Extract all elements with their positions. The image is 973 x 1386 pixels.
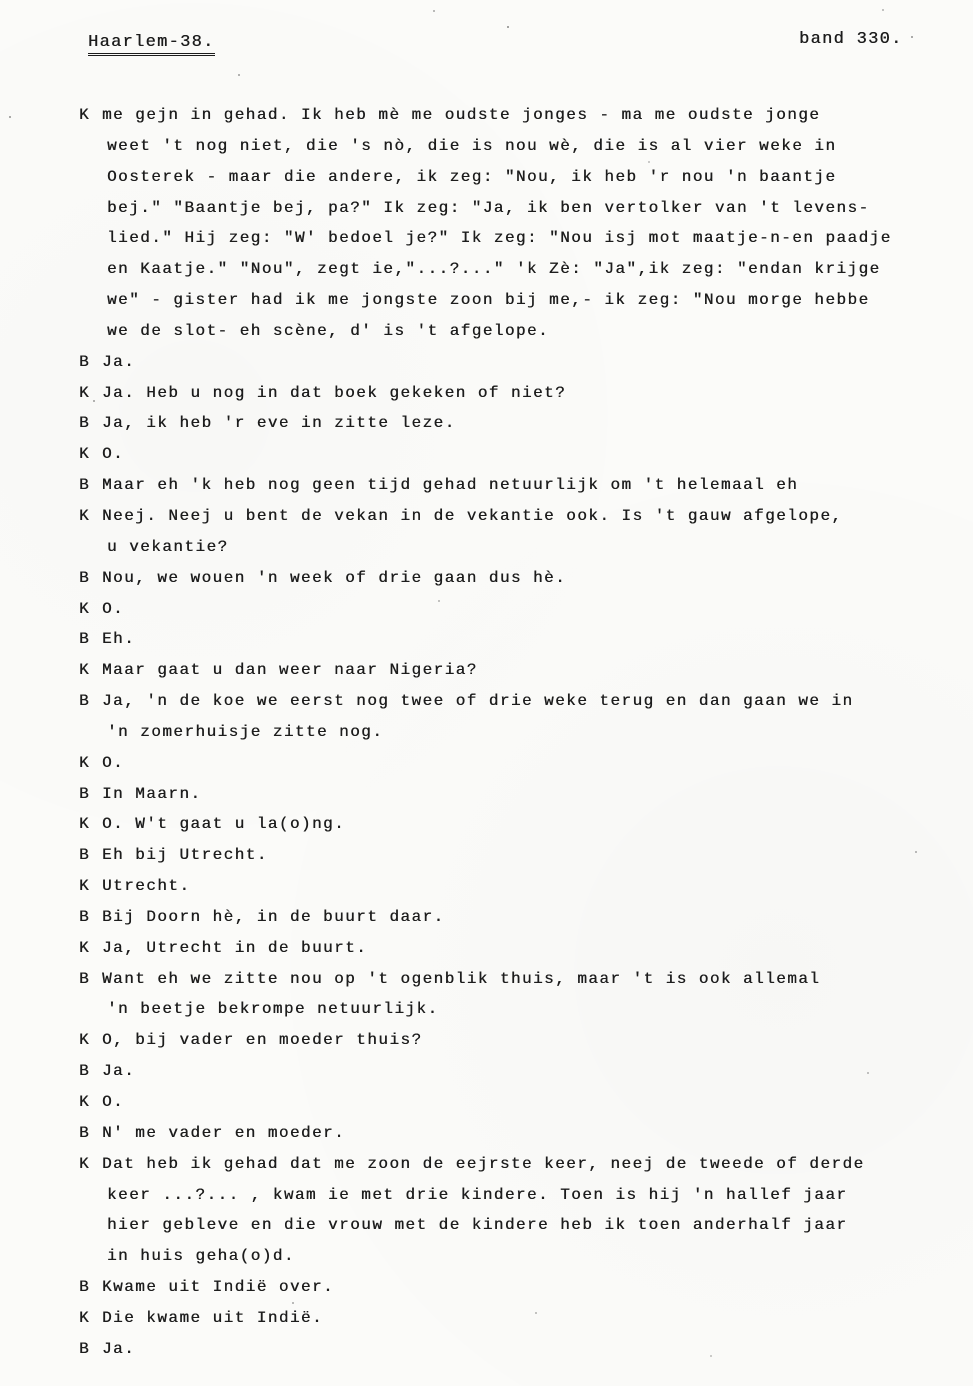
dialogue-line-text: Neej. Neej u bent de vekan in de vekantie ook. Is 't gauw afgelope,: [102, 506, 843, 525]
dialogue-line-text: N' me vader en moeder.: [102, 1123, 346, 1142]
speaker-label: B: [79, 692, 91, 711]
dialogue-line-text: u vekantie?: [107, 537, 229, 556]
dialogue-line-text: O.: [102, 753, 125, 772]
document-title: Haarlem-38.: [88, 33, 215, 56]
dialogue-row: [79, 476, 939, 507]
speaker-label: K: [79, 106, 91, 124]
dialogue-row: [79, 1247, 939, 1278]
dialogue-line-text: Kwame uit Indië over.: [102, 1278, 335, 1297]
speaker-label: B: [79, 784, 91, 803]
dialogue-row: [79, 600, 939, 631]
dialogue-row: [79, 384, 939, 415]
speaker-label: K: [79, 1093, 91, 1111]
dialogue-line-text: we" - gister had ik me jongste zoon bij me,- ik zeg: "Nou morge hebbe: [107, 291, 870, 310]
dialogue-line-text: Ja, ik heb 'r eve in zitte leze.: [102, 414, 456, 433]
dialogue-line-text: Want eh we zitte nou op 't ogenblik thuis, maar 't is ook allemal: [102, 969, 821, 988]
speaker-label: B: [79, 568, 91, 587]
dialogue-row: [79, 846, 939, 877]
dialogue-row: [79, 1155, 939, 1186]
dialogue-line-text: Oosterek - maar die andere, ik zeg: "Nou, ik heb 'r nou 'n baantje: [107, 167, 837, 186]
dialogue-row: [79, 815, 939, 846]
dialogue-row: [79, 1093, 939, 1124]
speaker-label: B: [79, 414, 91, 433]
dialogue-line-text: 'n zomerhuisje zitte nog.: [107, 722, 384, 741]
dialogue-line-text: bej." "Baantje bej, pa?" Ik zeg: "Ja, ik ben vertolker van 't levens-: [107, 198, 870, 217]
dialogue-row: [79, 168, 939, 199]
dialogue-line-text: weet 't nog niet, die 's nò, die is nou wè, die is al vier weke in: [107, 136, 837, 155]
dialogue-line-text: en Kaatje." "Nou", zegt ie,"...?..." 'k Zè: "Ja",ik zeg: "endan krijge: [107, 260, 881, 279]
dialogue-line-text: in huis geha(o)d.: [107, 1247, 295, 1266]
dialogue-row: [79, 1186, 939, 1217]
dialogue-line-text: Utrecht.: [102, 877, 191, 896]
speaker-label: K: [79, 383, 91, 402]
dialogue-row: [79, 754, 939, 785]
dialogue-row: [79, 1124, 939, 1155]
speaker-label: K: [79, 1308, 91, 1327]
dialogue-row: [79, 692, 939, 723]
speaker-label: K: [79, 753, 91, 772]
speaker-label: K: [79, 815, 91, 834]
speaker-label: K: [79, 938, 91, 957]
dialogue-row: [79, 939, 939, 970]
dialogue-line-text: we de slot- eh scène, d' is 't afgelope.: [107, 321, 550, 340]
dialogue-row: [79, 106, 939, 137]
dialogue-row: [79, 970, 939, 1001]
speaker-label: K: [79, 661, 91, 680]
speaker-label: B: [79, 630, 91, 649]
dialogue-line-text: O.: [102, 599, 125, 618]
speaker-label: K: [79, 877, 91, 896]
dialogue-line-text: Ja, Utrecht in de buurt.: [102, 938, 368, 957]
dialogue-line-text: O.: [102, 445, 125, 464]
dialogue-row: [79, 1062, 939, 1093]
dialogue-line-text: In Maarn.: [102, 784, 202, 803]
transcript-body: [79, 106, 939, 1371]
speaker-label: K: [79, 1031, 91, 1050]
dialogue-line-text: Maar eh 'k heb nog geen tijd gehad netuurlijk om 't helemaal eh: [102, 476, 799, 495]
dialogue-row: [79, 1031, 939, 1062]
speaker-label: B: [79, 1339, 91, 1358]
speaker-label: K: [79, 1154, 91, 1173]
dialogue-row: [79, 661, 939, 692]
speaker-label: B: [79, 1278, 91, 1297]
dialogue-row: [79, 569, 939, 600]
dialogue-line-text: keer ...?... , kwam ie met drie kindere. Toen is hij 'n hallef jaar: [107, 1185, 848, 1204]
dialogue-row: [79, 723, 939, 754]
dialogue-line-text: lied." Hij zeg: "W' bedoel je?" Ik zeg: "Nou isj mot maatje-n-en paadje: [107, 229, 892, 248]
dialogue-row: [79, 538, 939, 569]
dialogue-row: [79, 199, 939, 230]
dialogue-line-text: Nou, we wouen 'n week of drie gaan dus hè.: [102, 568, 567, 587]
speaker-label: K: [79, 445, 91, 464]
dialogue-line-text: O, bij vader en moeder thuis?: [102, 1031, 423, 1050]
dialogue-row: [79, 908, 939, 939]
speaker-label: B: [79, 846, 91, 865]
dialogue-line-text: Ja.: [102, 1062, 136, 1081]
dialogue-line-text: me gejn in gehad. Ik heb mè me oudste jonges - ma me oudste jonge: [102, 106, 821, 124]
dialogue-row: [79, 445, 939, 476]
dialogue-line-text: Ja. Heb u nog in dat boek gekeken of niet?: [102, 383, 567, 402]
dialogue-row: [79, 1309, 939, 1340]
dialogue-row: [79, 630, 939, 661]
dialogue-line-text: O. W't gaat u la(o)ng.: [102, 815, 346, 834]
dialogue-row: [79, 322, 939, 353]
band-number-label: band 330.: [799, 30, 903, 49]
dialogue-row: [79, 260, 939, 291]
dialogue-row: [79, 414, 939, 445]
dialogue-row: [79, 785, 939, 816]
dialogue-row: [79, 877, 939, 908]
dialogue-row: [79, 507, 939, 538]
dialogue-line-text: O.: [102, 1093, 125, 1111]
speaker-label: B: [79, 1062, 91, 1081]
dialogue-line-text: hier gebleve en die vrouw met de kindere heb ik toen anderhalf jaar: [107, 1216, 848, 1235]
dialogue-row: [79, 1340, 939, 1371]
dialogue-line-text: Eh bij Utrecht.: [102, 846, 268, 865]
speaker-label: B: [79, 352, 91, 371]
scan-noise-specks: [0, 0, 2, 2]
dialogue-row: [79, 137, 939, 168]
dialogue-row: [79, 1216, 939, 1247]
dialogue-line-text: Maar gaat u dan weer naar Nigeria?: [102, 661, 478, 680]
dialogue-row: [79, 291, 939, 322]
dialogue-line-text: Dat heb ik gehad dat me zoon de eejrste keer, neej de tweede of derde: [102, 1154, 865, 1173]
dialogue-line-text: 'n beetje bekrompe netuurlijk.: [107, 1000, 439, 1019]
speaker-label: B: [79, 969, 91, 988]
dialogue-row: [79, 1000, 939, 1031]
dialogue-line-text: Ja.: [102, 352, 136, 371]
dialogue-row: [79, 1278, 939, 1309]
speaker-label: B: [79, 476, 91, 495]
dialogue-line-text: Ja, 'n de koe we eerst nog twee of drie weke terug en dan gaan we in: [102, 692, 854, 711]
dialogue-line-text: Eh.: [102, 630, 136, 649]
speaker-label: B: [79, 907, 91, 926]
dialogue-line-text: Die kwame uit Indië.: [102, 1308, 324, 1327]
speaker-label: B: [79, 1123, 91, 1142]
dialogue-line-text: Ja.: [102, 1339, 136, 1358]
dialogue-row: [79, 353, 939, 384]
speaker-label: K: [79, 599, 91, 618]
dialogue-line-text: Bij Doorn hè, in de buurt daar.: [102, 907, 445, 926]
dialogue-row: [79, 229, 939, 260]
speaker-label: K: [79, 506, 91, 525]
